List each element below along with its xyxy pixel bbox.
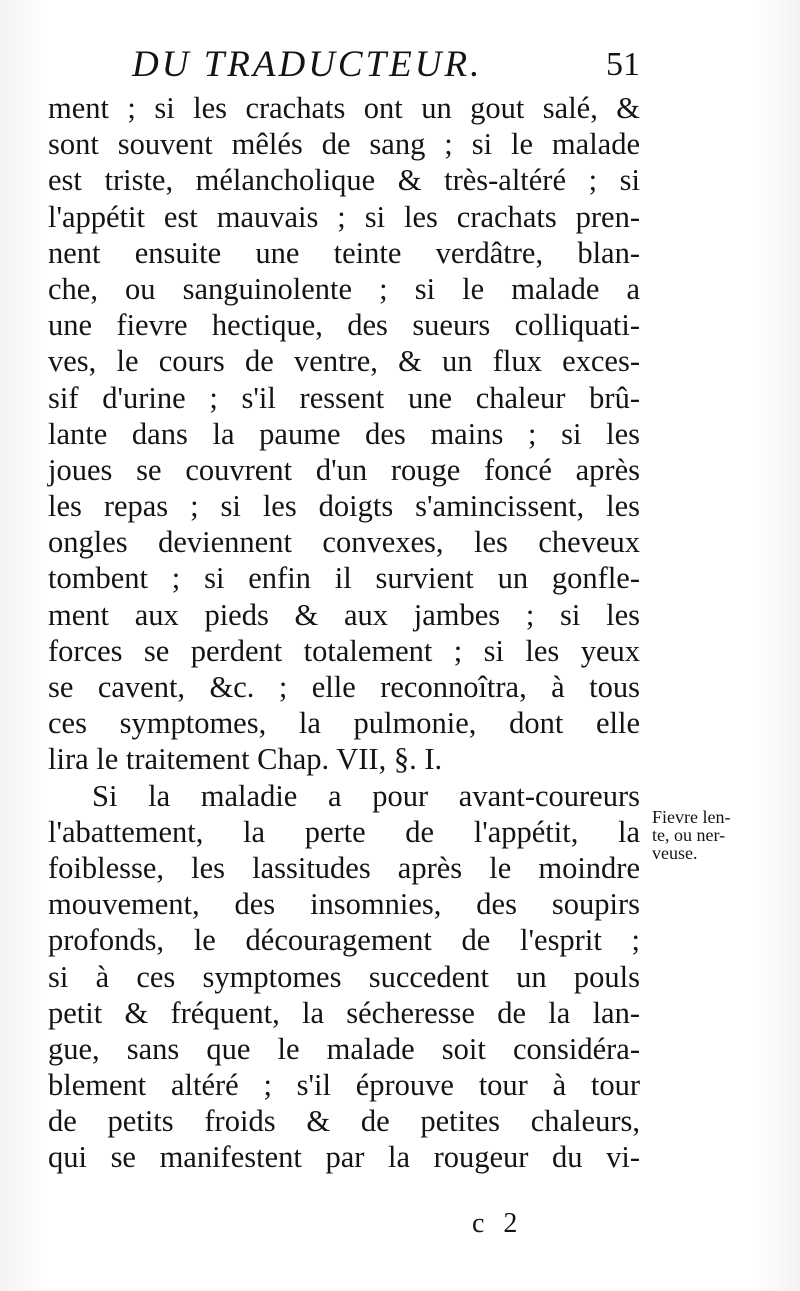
text-line: ment aux pieds & aux jambes ; si les — [48, 597, 640, 632]
text-line: les repas ; si les doigts s'amincissent, les — [48, 489, 640, 524]
margin-note-line: Fievre len- — [652, 807, 731, 827]
text-line: lante dans la paume des mains ; si les — [48, 416, 640, 451]
text-line: blement altéré ; s'il éprouve tour à tour — [48, 1068, 640, 1103]
text-line: ves, le cours de ventre, & un flux exces- — [48, 344, 640, 379]
page-number: 51 — [606, 46, 640, 83]
page-header — [50, 40, 640, 90]
text-line: si à ces symptomes succedent un pouls — [48, 959, 640, 994]
text-line: che, ou sanguinolente ; si le malade a — [48, 271, 640, 306]
text-line: gue, sans que le malade soit considéra- — [48, 1031, 640, 1066]
text-line: lira le traitement Chap. VII, §. I. — [48, 742, 443, 777]
signature-mark: c 2 — [472, 1208, 524, 1239]
running-head: DU TRADUCTEUR. — [132, 44, 483, 85]
text-line: sif d'urine ; s'il ressent une chaleur brû- — [48, 380, 640, 415]
text-line: une fievre hectique, des sueurs colliquati- — [48, 308, 640, 343]
text-line: qui se manifestent par la rougeur du vi- — [48, 1140, 640, 1175]
text-line: petit & fréquent, la sécheresse de la lan- — [48, 995, 640, 1030]
text-line: joues se couvrent d'un rouge foncé après — [48, 452, 640, 487]
text-line: se cavent, &c. ; elle reconnoîtra, à tous — [48, 670, 640, 704]
text-line: ces symptomes, la pulmonie, dont elle — [48, 706, 640, 741]
text-line: nent ensuite une teinte verdâtre, blan- — [48, 235, 640, 270]
margin-note-line: veuse. — [652, 843, 698, 863]
text-line: profonds, le découragement de l'esprit ; — [48, 923, 640, 958]
text-line: forces se perdent totalement ; si les yeux — [48, 633, 640, 668]
text-line: ment ; si les crachats ont un gout salé, & — [48, 91, 640, 125]
text-line: de petits froids & de petites chaleurs, — [48, 1104, 640, 1139]
text-line: tombent ; si enfin il survient un gonfle- — [48, 561, 640, 596]
margin-note — [652, 808, 782, 862]
text-line: l'appétit est mauvais ; si les crachats pren- — [48, 199, 640, 234]
text-line: sont souvent mêlés de sang ; si le malade — [48, 127, 640, 162]
text-line: est triste, mélancholique & très-altéré ; si — [48, 163, 640, 198]
margin-note-line: te, ou ner- — [652, 825, 726, 845]
text-line: l'abattement, la perte de l'appétit, la — [48, 814, 640, 849]
text-line: ongles deviennent convexes, les cheveux — [48, 525, 640, 560]
text-line: foiblesse, les lassitudes après le moindre — [48, 850, 640, 885]
text-line: mouvement, des insomnies, des soupirs — [48, 887, 640, 922]
body-text — [48, 90, 640, 1176]
text-line: Si la maladie a pour avant-coureurs — [92, 778, 640, 813]
